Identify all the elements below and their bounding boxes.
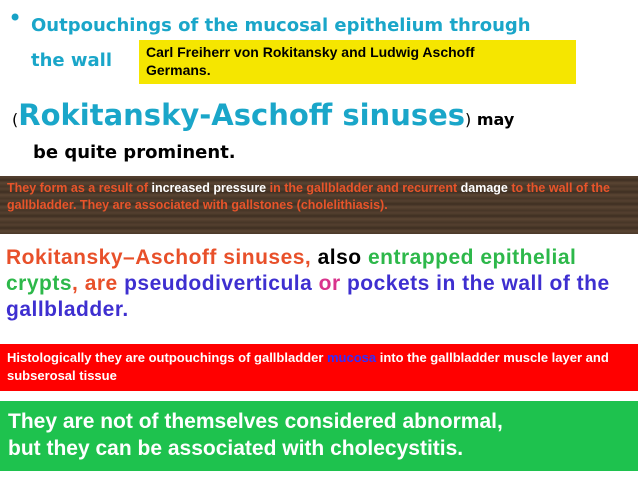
crypts-part-2: also (311, 246, 368, 269)
title-name: Rokitansky-Aschoff sinuses (18, 98, 466, 132)
bullet-marker: • (8, 4, 23, 32)
title-line-2: be quite prominent. (33, 142, 236, 163)
histology-part-3: into the gallbladder muscle layer and subserosal tissue (7, 350, 609, 383)
formation-text (7, 180, 627, 214)
crypts-part-4: , are (72, 272, 125, 295)
bullet-line-2: the wall (31, 50, 113, 71)
crypts-part-7: pockets in the wall of the gallbladder. (6, 272, 610, 321)
bullet-line-1: Outpouchings of the mucosal epithelium through (31, 15, 531, 36)
crypts-part-6: or (312, 272, 347, 295)
histology-box (0, 344, 638, 391)
title-tail: may (471, 110, 515, 129)
histology-part-1: Histologically they are outpouchings of gallbladder (7, 350, 327, 365)
crypts-paragraph (6, 245, 626, 345)
title-line (12, 98, 638, 132)
summary-line-2: but they can be associated with cholecystitis. (8, 437, 464, 460)
title-close-paren: ) (465, 110, 472, 129)
attribution-line-1: Carl Freiherr von Rokitansky and Ludwig Aschoff (146, 44, 475, 60)
formation-part-3: in the gallbladder and recurrent (266, 181, 461, 195)
formation-part-5: to the wall of the gallbladder. They are associated with gallstones (cholelithiasis). (7, 181, 610, 212)
formation-part-2: increased pressure (151, 181, 267, 195)
crypts-part-1: Rokitansky–Aschoff sinuses, (6, 246, 312, 269)
summary-line-1: They are not of themselves considered abnormal, (8, 410, 503, 433)
summary-box (0, 401, 638, 471)
title-open-paren: ( (12, 110, 19, 129)
attribution-line-2: Germans. (146, 62, 211, 78)
histology-part-2: mucosa (327, 350, 377, 365)
attribution-box (139, 40, 576, 84)
crypts-part-5: pseudodiverticula (124, 272, 313, 295)
formation-part-1: They form as a result of (7, 181, 152, 195)
crypts-part-3: entrapped epithelial crypts (6, 246, 577, 295)
formation-part-4: damage (460, 181, 508, 195)
